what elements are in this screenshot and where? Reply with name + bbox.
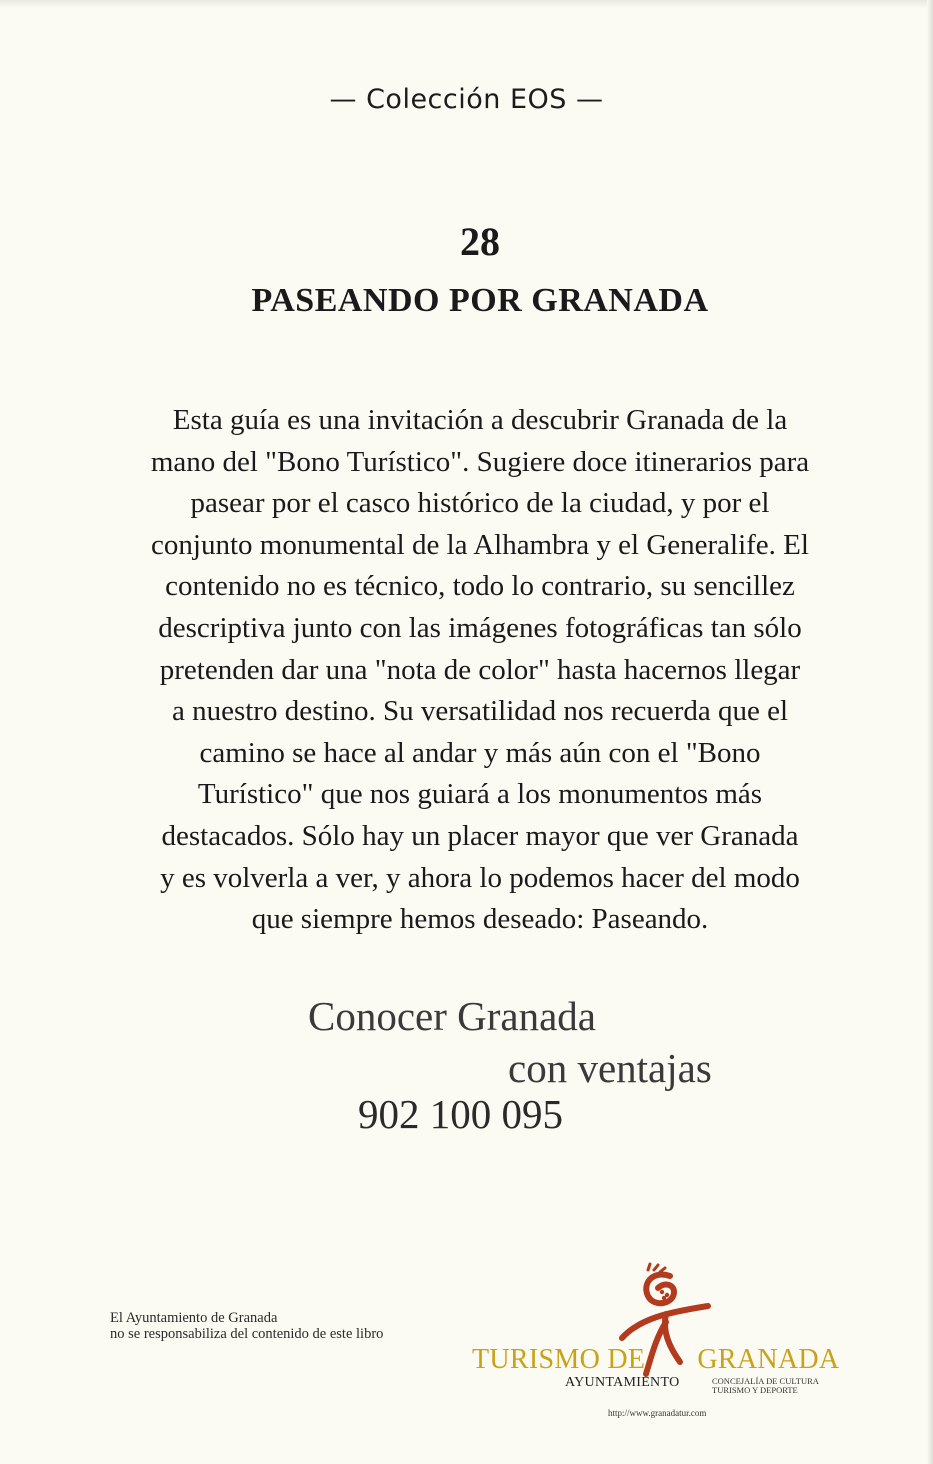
logo-name-left: TURISMO DE xyxy=(472,1344,646,1375)
logo-concejalia xyxy=(712,1377,819,1395)
promo-phone: 902 100 095 xyxy=(358,1091,563,1137)
disclaimer-line-1: El Ayuntamiento de Granada xyxy=(110,1310,278,1326)
promo-block xyxy=(0,992,933,1142)
series-name: — Colección EOS — xyxy=(329,84,604,115)
book-title: PASEANDO POR GRANADA xyxy=(251,282,709,319)
disclaimer xyxy=(110,1310,383,1342)
disclaimer-line-2: no se responsabiliza del contenido de este libro xyxy=(110,1326,384,1342)
logo-url: http://www.granadatur.com xyxy=(608,1408,707,1418)
description-text: Esta guía es una invitación a descubrir Granada de la mano del "Bono Turístico". Sugiere doce itinerarios para pasear por el casco histórico de la ciudad, y por el conjunto monumental de la Alhambra y el Generalife. El contenido no es técnico, todo lo contrario, su sencillez descriptiva junto con las imágenes fotográficas tan sólo pretenden dar una "nota de color" hasta hacernos llegar a nuestro destino. Su versatilidad nos recuerda que el camino se hace al andar y más aún con el "Bono Turístico" que nos guiará a los monumentos más destacados. Sólo hay un placer mayor que ver Granada y es volverla a ver, y ahora lo podemos hacer del modo que siempre hemos deseado: Paseando. xyxy=(150,404,810,936)
logo-subtitle: AYUNTAMIENTO xyxy=(565,1375,680,1390)
logo-name-right: GRANADA xyxy=(697,1344,840,1375)
promo-line-1: Conocer Granada xyxy=(308,993,597,1039)
promo-line-2: con ventajas xyxy=(508,1045,712,1091)
logo-wordmark xyxy=(472,1344,839,1376)
logo-concejalia-line-2: TURISMO Y DEPORTE xyxy=(712,1385,798,1395)
page-top-edge xyxy=(0,0,933,8)
logo-concejalia-line-1: CONCEJALÍA DE CULTURA xyxy=(712,1376,819,1386)
volume-number: 28 xyxy=(460,219,500,264)
